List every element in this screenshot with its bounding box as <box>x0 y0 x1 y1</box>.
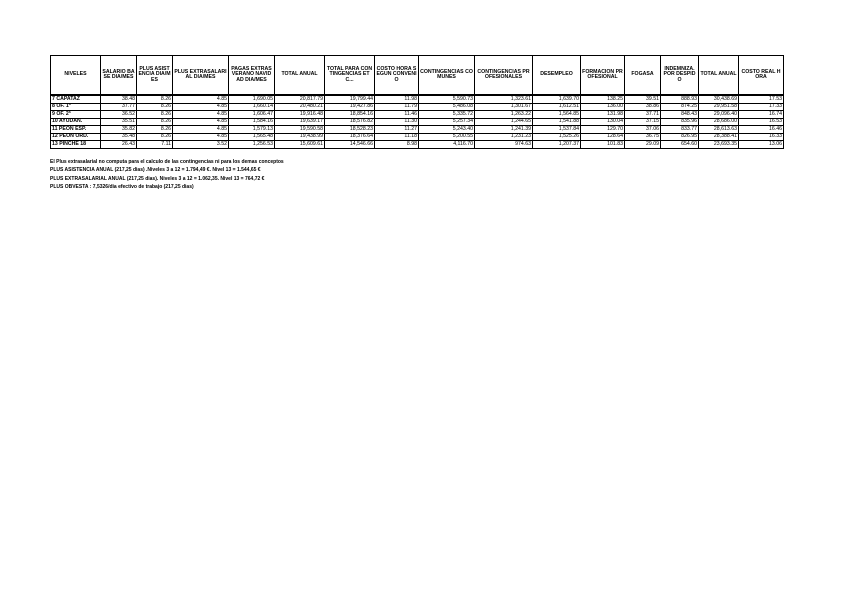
table-cell: 19,639.17 <box>275 118 325 126</box>
table-row <box>51 118 784 126</box>
table-cell: 5,200.55 <box>419 133 475 141</box>
table-cell: 16.46 <box>739 126 784 134</box>
table-cell: 37.77 <box>101 103 137 111</box>
table-cell: 8.26 <box>137 95 173 103</box>
header-row <box>51 56 784 96</box>
table-cell: 1,565.48 <box>229 133 275 141</box>
table-cell: 16.33 <box>739 133 784 141</box>
table-cell: 11.27 <box>375 126 419 134</box>
table-cell: 26.43 <box>101 141 137 149</box>
table-cell: 1,541.88 <box>533 118 581 126</box>
table-row <box>51 141 784 149</box>
table-cell: 19,590.58 <box>275 126 325 134</box>
table-cell: 4.85 <box>173 126 229 134</box>
table-cell: 18,376.64 <box>325 133 375 141</box>
table-cell: 19,799.44 <box>325 95 375 103</box>
table-cell: 11.30 <box>375 118 419 126</box>
table-cell: 835.96 <box>661 118 699 126</box>
table-cell: 826.95 <box>661 133 699 141</box>
table-cell: 1,612.51 <box>533 103 581 111</box>
column-header: COSTO REAL HORA <box>739 56 784 96</box>
table-cell: 1,323.61 <box>475 95 533 103</box>
table-cell: 18,528.23 <box>325 126 375 134</box>
level-cell: 10 AYUDAN. <box>51 118 101 126</box>
column-header: INDEMNIZA. POR DESPIDO <box>661 56 699 96</box>
table-cell: 1,301.67 <box>475 103 533 111</box>
table-cell: 28,613.63 <box>699 126 739 134</box>
table-cell: 37.71 <box>625 111 661 119</box>
table-cell: 1,244.65 <box>475 118 533 126</box>
table-cell: 4.85 <box>173 111 229 119</box>
table-cell: 19,916.48 <box>275 111 325 119</box>
column-header: FORMACION PROFESIONAL <box>581 56 625 96</box>
table-cell: 1,584.16 <box>229 118 275 126</box>
table-cell: 1,537.84 <box>533 126 581 134</box>
table-row <box>51 95 784 103</box>
table-cell: 17.33 <box>739 103 784 111</box>
table-cell: 11.18 <box>375 133 419 141</box>
table-cell: 8.26 <box>137 133 173 141</box>
table-cell: 3.52 <box>173 141 229 149</box>
table-cell: 5,335.72 <box>419 111 475 119</box>
column-header: TOTAL ANUAL <box>699 56 739 96</box>
table-row <box>51 133 784 141</box>
table-cell: 5,257.34 <box>419 118 475 126</box>
table-cell: 19,427.86 <box>325 103 375 111</box>
table-cell: 30,438.69 <box>699 95 739 103</box>
table-cell: 19,438.99 <box>275 133 325 141</box>
table-cell: 38.48 <box>101 95 137 103</box>
column-header: TOTAL ANUAL <box>275 56 325 96</box>
table-cell: 35.82 <box>101 126 137 134</box>
table-cell: 37.15 <box>625 118 661 126</box>
table-cell: 35.48 <box>101 133 137 141</box>
column-header: PLUS ASISTENCIA DIA/MES <box>137 56 173 96</box>
table-cell: 848.43 <box>661 111 699 119</box>
table-cell: 36.75 <box>625 133 661 141</box>
table-cell: 1,256.53 <box>229 141 275 149</box>
note-line: El Plus extrasalarial no computa para el calculo de las contingencias ni para los demas conceptos <box>50 159 284 165</box>
note-line: PLUS EXTRASALARIAL ANUAL (217,25 dias). Niveles 3 a 12 = 1.062,35. Nivel 13 = 764,72 € <box>50 175 265 182</box>
table-cell: 4.85 <box>173 133 229 141</box>
notes-block <box>50 158 284 191</box>
table-row <box>51 111 784 119</box>
table-cell: 8.26 <box>137 103 173 111</box>
column-header: PAGAS EXTRAS VERANO NAVIDAD DIA/MES <box>229 56 275 96</box>
column-header: TOTAL PARA CONTINGENCIAS ETC... <box>325 56 375 96</box>
salary-cost-table <box>50 55 784 149</box>
column-header: COSTO HORA SEGUN CONVENIO <box>375 56 419 96</box>
table-cell: 1,231.23 <box>475 133 533 141</box>
column-header: SALARIO BASE DIA/MES <box>101 56 137 96</box>
table-cell: 138.25 <box>581 95 625 103</box>
table-cell: 654.60 <box>661 141 699 149</box>
table-body <box>51 95 784 148</box>
table-cell: 874.25 <box>661 103 699 111</box>
table-cell: 17.53 <box>739 95 784 103</box>
table-cell: 136.00 <box>581 103 625 111</box>
table-row <box>51 126 784 134</box>
level-cell: 7 CAPATAZ <box>51 95 101 103</box>
table-cell: 5,243.40 <box>419 126 475 134</box>
column-header: NIVELES <box>51 56 101 96</box>
table-cell: 5,590.73 <box>419 95 475 103</box>
level-cell: 11 PEON ESP. <box>51 126 101 134</box>
table-cell: 8.26 <box>137 126 173 134</box>
level-cell: 9 OF. 2ª <box>51 111 101 119</box>
table-cell: 20,817.79 <box>275 95 325 103</box>
table-cell: 8.26 <box>137 118 173 126</box>
table-cell: 1,606.47 <box>229 111 275 119</box>
table-cell: 29.09 <box>625 141 661 149</box>
table-cell: 18,854.16 <box>325 111 375 119</box>
level-cell: 12 PEON ORD. <box>51 133 101 141</box>
table-cell: 16.74 <box>739 111 784 119</box>
table-cell: 39.51 <box>625 95 661 103</box>
table-cell: 1,660.14 <box>229 103 275 111</box>
level-cell: 13 PINCHE 18 <box>51 141 101 149</box>
table-cell: 974.63 <box>475 141 533 149</box>
table-cell: 37.06 <box>625 126 661 134</box>
table-cell: 4.85 <box>173 103 229 111</box>
table-cell: 1,263.22 <box>475 111 533 119</box>
table-cell: 101.83 <box>581 141 625 149</box>
table-cell: 129.70 <box>581 126 625 134</box>
table-cell: 11.98 <box>375 95 419 103</box>
table-cell: 18,576.82 <box>325 118 375 126</box>
column-header: DESEMPLEO <box>533 56 581 96</box>
table-cell: 131.98 <box>581 111 625 119</box>
column-header: CONTINGENCIAS PROFESIONALES <box>475 56 533 96</box>
table-cell: 20,480.21 <box>275 103 325 111</box>
table-row <box>51 103 784 111</box>
table-cell: 128.64 <box>581 133 625 141</box>
table-cell: 5,486.08 <box>419 103 475 111</box>
table-cell: 28,388.41 <box>699 133 739 141</box>
table-cell: 16.53 <box>739 118 784 126</box>
table-cell: 4,116.70 <box>419 141 475 149</box>
table-cell: 28,686.00 <box>699 118 739 126</box>
table-cell: 29,951.58 <box>699 103 739 111</box>
table-cell: 29,096.40 <box>699 111 739 119</box>
table-cell: 7.11 <box>137 141 173 149</box>
table-cell: 11.46 <box>375 111 419 119</box>
table-cell: 14,546.66 <box>325 141 375 149</box>
table-cell: 1,241.39 <box>475 126 533 134</box>
table-cell: 1,525.26 <box>533 133 581 141</box>
table-cell: 1,207.37 <box>533 141 581 149</box>
table-cell: 38.86 <box>625 103 661 111</box>
table-cell: 4.85 <box>173 118 229 126</box>
table-cell: 23,693.35 <box>699 141 739 149</box>
table-cell: 1,579.13 <box>229 126 275 134</box>
table-cell: 8.98 <box>375 141 419 149</box>
level-cell: 8 OF. 1ª <box>51 103 101 111</box>
table-cell: 888.93 <box>661 95 699 103</box>
table-cell: 8.26 <box>137 111 173 119</box>
table-cell: 4.85 <box>173 95 229 103</box>
table-cell: 35.51 <box>101 118 137 126</box>
column-header: PLUS EXTRASALARIAL DIA/MES <box>173 56 229 96</box>
column-header: CONTINGENCIAS COMUNES <box>419 56 475 96</box>
table-cell: 13.06 <box>739 141 784 149</box>
table-cell: 15,609.61 <box>275 141 325 149</box>
table-cell: 1,690.05 <box>229 95 275 103</box>
note-line: PLUS OBVESTA : 7,5326/dia efectivo de trabajo (217,25 dias) <box>50 183 194 190</box>
table-cell: 36.52 <box>101 111 137 119</box>
column-header: FOGASA <box>625 56 661 96</box>
note-line: PLUS ASISTENCIA ANUAL (217,25 dias) .Niveles 3 a 12 = 1.794,49 €. Nivel 13 = 1.544,65 € <box>50 167 261 174</box>
table-cell: 1,639.70 <box>533 95 581 103</box>
table-cell: 130.04 <box>581 118 625 126</box>
table-cell: 11.79 <box>375 103 419 111</box>
table-cell: 833.77 <box>661 126 699 134</box>
table-cell: 1,564.85 <box>533 111 581 119</box>
